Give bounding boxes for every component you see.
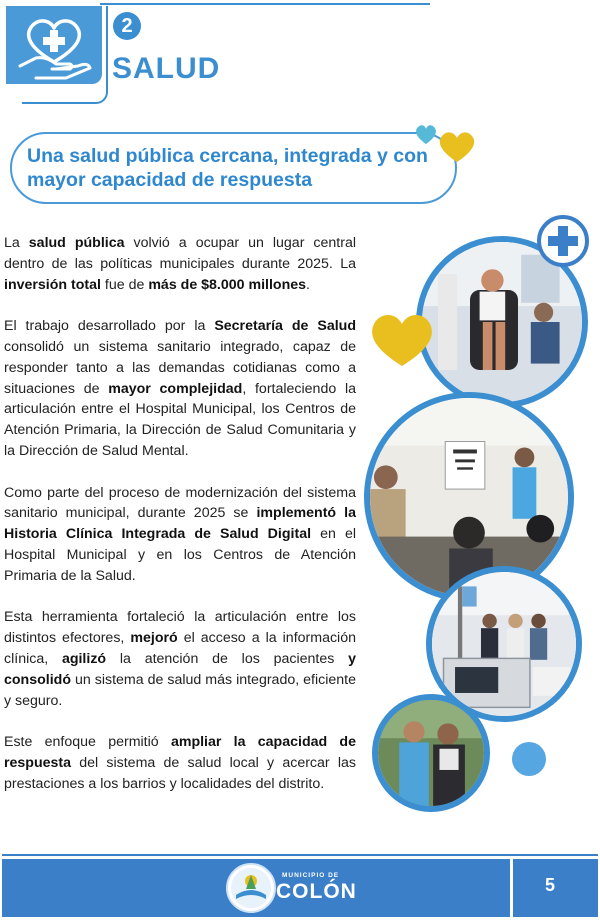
municipio-name: COLÓN: [276, 880, 357, 903]
municipio-emblem-icon: [228, 865, 274, 911]
text-run: fue de: [100, 276, 149, 293]
text-run: en el Hospital Municipal y en los Centros de Atención Primaria de la Salud.: [4, 526, 356, 584]
text-run: el acceso a la información clínica,: [4, 630, 356, 667]
page-number: 5: [545, 875, 556, 895]
health-badge: [6, 6, 102, 84]
text-run: .: [306, 276, 310, 293]
body-text: [4, 233, 356, 795]
bold-text: agilizó: [61, 650, 107, 667]
bold-text: y consolidó: [4, 650, 356, 688]
bold-text: salud pública: [28, 235, 125, 251]
text-run: Como parte del proceso de modernización del sistema sanitario municipal, durante 2025 se: [4, 484, 356, 522]
bold-text: mejoró: [130, 630, 178, 647]
text-run: volvió a ocupar un lugar central dentro de las políticas municipales durante 2025. La: [4, 235, 356, 272]
header-rule: [100, 3, 430, 5]
municipio-label: MUNICIPIO DE: [282, 872, 340, 879]
footer-rule: [2, 854, 598, 856]
text-run: del sistema de salud local y acercar las prestaciones a los barrios y localidades del distrito.: [4, 754, 356, 792]
hearts-decoration: [408, 118, 478, 166]
medical-cross-icon: [536, 214, 590, 268]
footer-divider: [510, 859, 513, 917]
photo-eye-exam: [364, 392, 574, 602]
heart-decoration-large: [366, 306, 438, 370]
bold-text: ampliar la capacidad de respuesta: [4, 734, 356, 771]
text-run: un sistema de salud más integrado, eficiente y seguro.: [4, 671, 356, 709]
bold-text: mayor complejidad: [108, 380, 243, 397]
subtitle-line-2: mayor capacidad de respuesta: [27, 169, 313, 191]
municipio-logo: [226, 863, 276, 913]
text-run: El trabajo desarrollado por la: [4, 318, 215, 335]
paragraph-3: [4, 483, 356, 587]
paragraph-1: [4, 233, 356, 295]
text-run: Este enfoque permitió: [4, 734, 171, 751]
paragraph-2: [4, 316, 356, 462]
bold-text: implementó la Historia Clínica Integrada de Salud Digital: [4, 505, 356, 543]
text-run: Esta herramienta fortaleció la articulación entre los distintos efectores,: [4, 609, 356, 647]
yellow-heart-icon: [440, 132, 474, 162]
text-run: La: [4, 235, 29, 251]
paragraph-4: [4, 607, 356, 711]
decorative-dot: [512, 742, 546, 776]
photo-community-team: [372, 694, 490, 812]
bold-text: inversión total: [4, 276, 101, 293]
section-number: 2: [113, 12, 141, 40]
bold-text: más de $8.000 millones: [148, 276, 307, 293]
text-run: la atención de los pacientes: [106, 650, 349, 667]
subtitle-box: [10, 132, 457, 204]
section-title: SALUD: [112, 52, 221, 85]
subtitle-line-1: Una salud pública cercana, integrada y con: [27, 145, 428, 167]
heart-hand-medical-icon: [6, 6, 102, 84]
paragraph-5: [4, 732, 356, 794]
text-run: , fortaleciendo la articulación entre el Hospital Municipal, los Centros de Atención Primaria, la Dirección de Salud Comunitaria y la Dirección de Salud Mental.: [4, 380, 356, 459]
text-run: consolidó un sistema sanitario integrado, capaz de responder tanto a las demandas cotidianas como a situaciones de: [4, 338, 356, 397]
small-heart-icon: [416, 125, 436, 144]
bold-text: Secretaría de Salud: [214, 318, 356, 335]
